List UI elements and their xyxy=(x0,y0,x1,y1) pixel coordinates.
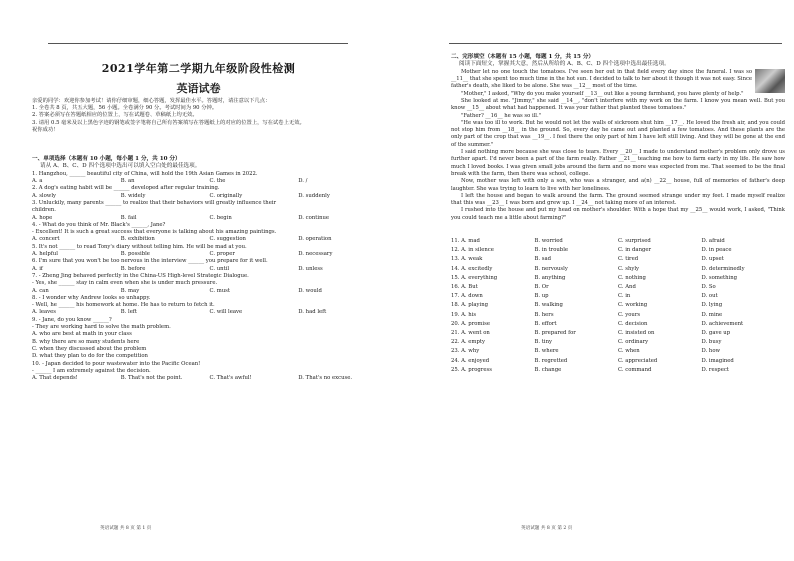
answer-option: 19. A. his xyxy=(451,311,477,318)
question-stem: - Excellent! It is such a great success that everyone is talking about his amazing paintings. xyxy=(32,229,277,236)
answer-option: 17. A. down xyxy=(451,293,483,300)
question-stem: 1. Hangzhou, ______ beautiful city of China, will hold the 19th Asian Games in 2022. xyxy=(32,170,258,177)
answer-option: B. up xyxy=(534,293,549,300)
passage-paragraph: "Father? __16__ he was so ill." xyxy=(461,112,542,119)
answer-option: A. slowly xyxy=(32,192,57,199)
passage-paragraph: She looked at me. "Jimmy," she said __14__, "don't interfere with my work on the farm. I know you mean well. But you know __15__ about what had happened. It was your father that planted these tomatoes." xyxy=(451,98,785,112)
answer-option: B. hers xyxy=(534,311,554,318)
answer-option: D. lying xyxy=(701,302,723,309)
answer-row xyxy=(451,320,785,329)
answer-option: B. worried xyxy=(534,238,563,245)
section-1 xyxy=(32,156,387,382)
answer-option: D. how xyxy=(701,348,721,355)
option-row xyxy=(32,375,387,382)
question-stem: 5. It's not ______ to read Tony's diary without telling him. He will be mad at you. xyxy=(32,243,247,250)
question-stem: 3. Unluckily, many parents ______ to realize that their behaviors will greatly influence their xyxy=(32,200,277,206)
answer-options xyxy=(451,237,785,375)
answer-option: C. when they discussed about the problem xyxy=(32,345,147,352)
question-stem: 8. - I wonder why Andrew looks so unhappy. xyxy=(32,294,151,301)
answer-row xyxy=(451,329,785,338)
question-stem: 2. A dog's eating habit will be ______ developed after regular training. xyxy=(32,185,220,192)
answer-option: 24. A. enjoyed xyxy=(451,357,490,364)
answer-row xyxy=(451,274,785,283)
answer-option: B. widely xyxy=(120,192,146,199)
answer-option: B. may xyxy=(120,287,140,294)
answer-option: A. hope xyxy=(32,214,53,221)
answer-option: A. leaves xyxy=(32,309,57,316)
answer-option: B. possible xyxy=(120,251,150,258)
answer-option: B. anything xyxy=(534,274,566,281)
notice-item: 3. 请用 0.5 毫米及以上黑色字迹的钢笔或签字笔将自己所有答案填写在答题纸上的对应的位置上，写在试卷上无效。 xyxy=(32,119,305,126)
option-row xyxy=(32,236,387,243)
answer-option: D. suddenly xyxy=(298,192,330,199)
answer-option: C. will leave xyxy=(209,309,243,316)
option-row xyxy=(32,309,387,316)
answer-option: 11. A. mad xyxy=(451,238,480,245)
page-footer: 英语试题 共 8 页 第 1 页 xyxy=(100,526,152,531)
section-2-instructions: 阅读下面短文，掌握其大意，然后从所给的 A、B、C、D 四个选项中选出最佳选项。 xyxy=(459,61,670,68)
answer-option: A. a xyxy=(32,178,43,185)
answer-option: D. busy xyxy=(701,339,722,346)
answer-option: B. walking xyxy=(534,302,563,309)
notice-heading: 亲爱的同学：欢迎你参加考试！请你仔细审题，细心答题，发挥最佳水平。答题时，请注意以下几点： xyxy=(32,98,271,104)
answer-option: B. sad xyxy=(534,256,552,263)
exam-subtitle: 英语试卷 xyxy=(176,82,221,95)
answer-row xyxy=(451,237,785,246)
question-stem: - Well, he ______ his homework at home. He has to return to fetch it. xyxy=(32,302,215,309)
question-stem: 7. - Zheng Jing behaved perfectly in the China-US High-level Strategic Dialogue. xyxy=(32,272,249,279)
answer-option: C. must xyxy=(209,287,231,294)
option-row xyxy=(32,215,387,222)
answer-option: 22. A. empty xyxy=(451,339,485,346)
answer-option: 21. A. went on xyxy=(451,330,490,337)
answer-option: D. imagined xyxy=(701,357,734,364)
answer-option: C. That's awful! xyxy=(209,375,252,382)
answer-option: B. regretted xyxy=(534,357,568,364)
answer-row xyxy=(451,338,785,347)
answer-option: D. That's no excuse. xyxy=(298,375,353,382)
answer-option: B. left xyxy=(120,309,137,316)
answer-option: C. suggestion xyxy=(209,236,246,243)
question-stem: - ______ I am extremely against the decision. xyxy=(32,367,151,374)
answer-option: 13. A. weak xyxy=(451,256,483,263)
answer-row xyxy=(451,283,785,292)
header-rule xyxy=(449,43,782,44)
answer-option: D. operation xyxy=(298,236,332,243)
answer-option: B. fail xyxy=(120,214,137,221)
answer-option: C. yours xyxy=(618,311,641,318)
answer-option: B. tiny xyxy=(534,339,552,346)
answer-option: 18. A. playing xyxy=(451,302,489,309)
answer-option: D. had left xyxy=(298,309,327,316)
answer-option: 14. A. excitedly xyxy=(451,265,493,272)
question-stem: 10. - Japan decided to pour wastewater into the Pacific Ocean! xyxy=(32,360,201,367)
answer-option: D. gave up xyxy=(701,330,731,337)
answer-option: D. respect xyxy=(701,366,729,373)
passage-paragraph: I left the house and began to walk around the farm. The ground seemed strange under my feet. I made myself realize that this was __23__ I was born and grew up. I __24__ not taking more of an interest. xyxy=(451,192,785,207)
answer-option: C. surprised xyxy=(618,238,651,245)
answer-option: B. exhibition xyxy=(120,236,155,243)
answer-option: C. shyly xyxy=(618,265,640,272)
section-1-heading: 一、单项选择（本题有 10 小题，每小题 1 分，共 10 分） xyxy=(32,156,181,162)
answer-option: D. out xyxy=(701,293,718,300)
answer-row xyxy=(451,246,785,255)
answer-option: D. afraid xyxy=(701,238,725,245)
question-stem: 9. - Jane, do you know ______? xyxy=(32,316,112,323)
answer-option: B. change xyxy=(534,366,562,373)
option-row xyxy=(32,178,387,185)
answer-option: D. necessary xyxy=(298,251,333,258)
answer-option: C. when xyxy=(618,348,640,355)
answer-row xyxy=(451,347,785,356)
answer-option: C. begin xyxy=(209,214,232,221)
answer-option: A. concert xyxy=(32,236,60,243)
question-list xyxy=(32,171,387,383)
answer-option: D. achievement xyxy=(701,320,744,327)
answer-option: B. That's not the point. xyxy=(120,375,183,382)
answer-option: B. before xyxy=(120,265,146,272)
passage-paragraph: I rushed into the house and put my head on mother's shoulder. With a hope that my __25__ would work, I asked, "Think you could teach me a little about farming?" xyxy=(451,207,785,221)
answer-option: 20. A. promise xyxy=(451,320,490,327)
answer-row xyxy=(451,292,785,301)
answer-row xyxy=(451,366,785,375)
answer-option: 12. A. in silence xyxy=(451,247,494,254)
answer-option: 16. A. But xyxy=(451,284,478,291)
notice-block xyxy=(32,98,387,134)
notice-item: 1. 全卷共 8 页，共五大题，56 小题。全卷满分 90 分。考试时间为 90 分钟。 xyxy=(32,105,218,112)
answer-option: C. decision xyxy=(618,320,648,327)
question-stem: - They are working hard to solve the math problem. xyxy=(32,324,171,331)
passage-paragraph: I said nothing more because she was close to tears. Every __20__ I made to understand mother's problem only drove us further apart. I'd never been a part of the farm really. Father __21__ teaching me how to farm early in my life. He saw how much I loved books. I was given small jobs around the farm and no more was expected from me. That seemed to be the final break with the farm, then there was school, college. xyxy=(451,149,785,177)
answer-row xyxy=(451,357,785,366)
answer-option: D. what they plan to do for the competition xyxy=(32,353,148,360)
answer-option: A. That depends! xyxy=(32,375,78,382)
answer-option: C. ordinary xyxy=(618,339,649,346)
answer-row xyxy=(451,265,785,274)
answer-option: C. tired xyxy=(618,256,639,263)
option-row xyxy=(32,288,387,295)
answer-option: A. who are best at math in your class xyxy=(32,331,132,338)
notice-item: 2. 答案必须写在答题纸相应的位置上，写在试题卷、草稿纸上均无效。 xyxy=(32,112,198,119)
option-row xyxy=(32,193,387,200)
answer-option: 25. A. progress xyxy=(451,366,492,373)
answer-option: A. helpful xyxy=(32,251,58,258)
answer-option: B. Or xyxy=(534,284,549,291)
question-stem: 4. - What do you think of Mr. Black's ______, Jane? xyxy=(32,221,166,228)
answer-option: C. originally xyxy=(209,192,243,199)
section-2-heading: 二、完形填空（本题有 15 小题，每题 1 分，共 15 分） xyxy=(451,54,595,60)
answer-option: C. command xyxy=(618,366,652,373)
tomato-photo xyxy=(755,69,785,93)
answer-option: D. / xyxy=(298,178,308,185)
answer-option: D. would xyxy=(298,287,322,294)
passage-paragraph: Now, mother was left with only a son, who was a stranger, and a(n) __22__ house, full of memories of father's deep laughter. She was trying to learn to live with her loneliness. xyxy=(451,178,785,192)
answer-row xyxy=(451,311,785,320)
cloze-passage xyxy=(451,69,785,222)
question-stem: - Yes, she ______ stay in calm even when she is under much pressure. xyxy=(32,280,218,287)
answer-option: B. prepared for xyxy=(534,330,576,337)
answer-option: B. an xyxy=(120,178,135,185)
right-page xyxy=(437,0,794,561)
answer-option: A. can xyxy=(32,287,49,294)
answer-option: C. until xyxy=(209,265,230,272)
answer-option: D. upset xyxy=(701,256,724,263)
answer-option: C. the xyxy=(209,178,226,185)
answer-row xyxy=(451,255,785,264)
question-stem: children. xyxy=(32,207,56,214)
answer-option: A. if xyxy=(32,265,43,272)
answer-option: C. nothing xyxy=(618,274,646,281)
section-2 xyxy=(451,54,785,375)
answer-option: D. continue xyxy=(298,214,330,221)
answer-option: D. So xyxy=(701,284,716,291)
answer-option: D. determinedly xyxy=(701,265,745,272)
exam-title: 2021学年第二学期九年级阶段性检测 xyxy=(101,62,296,75)
answer-option: B. nervously xyxy=(534,265,568,272)
answer-option: B. where xyxy=(534,348,559,355)
answer-option: 23. A. why xyxy=(451,348,480,355)
option-row xyxy=(32,251,387,258)
answer-option: 15. A. everything xyxy=(451,274,498,281)
answer-option: D. mine xyxy=(701,311,723,318)
answer-option: C. And xyxy=(618,284,636,291)
answer-row xyxy=(451,301,785,310)
answer-option: D. in peace xyxy=(701,247,732,254)
answer-option: B. effort xyxy=(534,320,557,327)
answer-option: D. unless xyxy=(298,265,323,272)
header-rule xyxy=(48,43,348,44)
answer-option: C. proper xyxy=(209,251,235,258)
answer-option: C. in danger xyxy=(618,247,652,254)
answer-option: C. in xyxy=(618,293,631,300)
option-row xyxy=(32,266,387,273)
section-1-instructions: 请从 A、B、C、D 四个选项中选出可以填入空白处的最佳选项。 xyxy=(40,163,201,170)
answer-option: C. insisted on xyxy=(618,330,655,337)
answer-option: B. why there are so many students here xyxy=(32,338,140,345)
answer-option: C. working xyxy=(618,302,648,309)
passage-paragraph: "He was too ill to work. But he would not let the walls of sickroom shut him __17__. He loved the fresh air, and you could not stop him from __18__ in the ground. So, every day he came out and planted a few tomatoes. And these plants are the only part of the crop that was __19__. I feel there the only part of him I have left still living. And they will be gone at the end of the summer." xyxy=(451,119,785,148)
passage-paragraph: Mother let no one touch the tomatoes. I've seen her out in that field every day since the funeral. I was so __11__ that she spent too much time in the hot sun. I decided to talk to her about it though it was not easy. Since father's death, she liked to be alone. She was __12__ most of the time. xyxy=(451,68,752,90)
answer-option: C. appreciated xyxy=(618,357,658,364)
answer-option: D. something xyxy=(701,274,738,281)
passage-paragraph: "Mother," I asked, "Why do you make yourself __13__ out like a young farmhand, you have plenty of help." xyxy=(461,90,744,97)
question-stem: 6. I'm sure that you won't be too nervous in the interview ______ you prepare for it well. xyxy=(32,258,268,265)
notice-item: 祝你成功！ xyxy=(32,126,59,133)
answer-option: B. in trouble xyxy=(534,247,569,254)
page-footer: 英语试题 共 8 页 第 2 页 xyxy=(521,526,573,531)
